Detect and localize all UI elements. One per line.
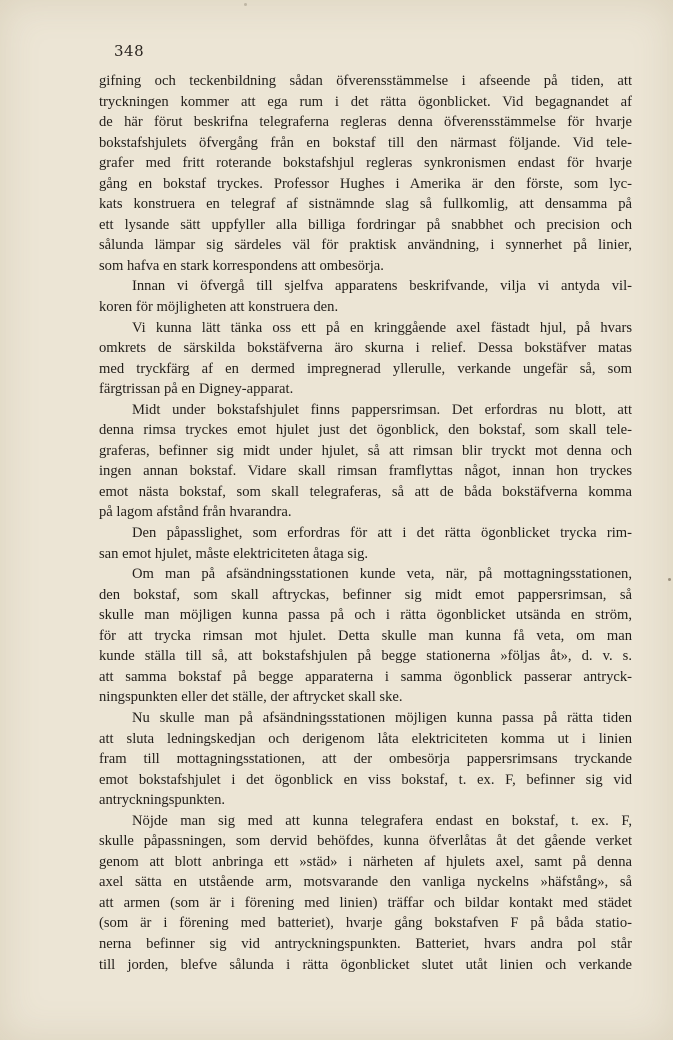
- text-line: att armen (som är i förening med linien) träffar och bildar kontakt med städet: [99, 894, 632, 911]
- text-line: nerna befinner sig vid antryckningspunkten. Batteriet, hvars andra pol står: [99, 935, 632, 952]
- text-line: (som är i förening med batteriet), hvarje gång bokstafven F på båda statio-: [99, 915, 632, 932]
- text-line: fram till mottagningsstationen, att der ombesörja pappersrimsans tryckande: [99, 751, 632, 768]
- text-line: gång en bokstaf tryckes. Professor Hughes i Amerika är den förste, som lyc-: [99, 175, 632, 192]
- text-line: antryckningspunkten.: [99, 792, 226, 809]
- text-line: som hafva en stark korrespondens att ombesörja.: [99, 257, 384, 274]
- text-line: bokstafshjulets öfvergång från en bokstaf till den närmast följande. Vid tele-: [99, 134, 632, 151]
- text-line: omkrets de särskilda bokstäfverna äro skurna i relief. Dessa bokstäfver matas: [99, 340, 632, 357]
- text-line: Vi kunna lätt tänka oss ett på en kringgående axel fästadt hjul, på hvars: [132, 319, 632, 336]
- text-line: färgtrissan på en Digney-apparat.: [99, 381, 294, 398]
- text-line: kunde ställa till så, att bokstafshjulen på begge stationerna »följas åt», d. v. s.: [99, 648, 632, 665]
- text-line: till jorden, blefve sålunda i rätta ögonblicket slutet utåt linien och verkande: [99, 956, 632, 973]
- text-line: emot bokstafshjulet i det ögonblick en viss bokstaf, t. ex. F, befinner sig vid: [99, 771, 632, 788]
- text-line: att sluta ledningskedjan och derigenom låta elektriciteten komma ut i linien: [99, 730, 632, 747]
- text-line: skulle man möjligen kunna passa på och i rätta ögonblicket utsända en ström,: [99, 607, 632, 624]
- text-line: ett lysande sätt uppfyller alla billiga fordringar på snabbhet och precision och: [99, 216, 632, 233]
- text-line: grafer med fritt roterande bokstafshjul regleras synkronismen endast för hvarje: [99, 155, 632, 172]
- text-line: för att trycka rimsan mot hjulet. Detta skulle man kunna få veta, om man: [99, 627, 632, 644]
- text-line: denna rimsa tryckes emot hjulet just det ögonblick, den bokstaf, som skall tele-: [99, 422, 632, 439]
- text-line: san emot hjulet, måste elektriciteten åtaga sig.: [99, 545, 369, 562]
- text-line: den bokstaf, som skall aftryckas, befinner sig midt emot pappersrimsan, så: [99, 586, 632, 603]
- text-line: sålunda lämpar sig särdeles väl för praktisk användning, i synnerhet på linier,: [99, 237, 632, 254]
- text-line: på lagom afstånd från hvarandra.: [99, 504, 292, 521]
- text-line: Om man på afsändningsstationen kunde veta, när, på mottagningsstationen,: [132, 566, 632, 583]
- page-number: 348: [114, 42, 145, 60]
- text-line: graferas, befinner sig midt under hjulet, så att rimsan blir tryckt mot denna och: [99, 442, 632, 459]
- body-text: [99, 71, 632, 975]
- text-line: skulle påpassningen, som dervid behöfdes, kunna öfverlåtas åt det gående verket: [99, 833, 632, 850]
- text-line: med tryckfärg af en dermed impregnerad yllerulle, verkande ungefär så, som: [99, 360, 632, 377]
- text-line: emot nästa bokstaf, som skall telegraferas, så att de båda bokstäfverna komma: [99, 483, 632, 500]
- text-line: axel sätta en utstående arm, motsvarande den vanliga nyckelns »häfstång», så: [99, 874, 632, 891]
- text-line: gifning och teckenbildning sådan öfverensstämmelse i afseende på tiden, att: [99, 73, 632, 89]
- text-line: att samma bokstaf på begge apparaterna i samma ögonblick passerar antryck-: [99, 668, 632, 685]
- text-line: de här förut beskrifna telegraferna regleras denna öfverensstämmelse för hvarje: [99, 114, 632, 131]
- text-line: koren för möjligheten att konstruera den.: [99, 299, 339, 316]
- text-line: Den påpasslighet, som erfordras för att i det rätta ögonblicket trycka rim-: [132, 525, 632, 542]
- text-line: Nu skulle man på afsändningsstationen möjligen kunna passa på rätta tiden: [132, 709, 632, 726]
- text-line: Nöjde man sig med att kunna telegrafera endast en bokstaf, t. ex. F,: [132, 812, 632, 829]
- text-line: ingen annan bokstaf. Vidare skall rimsan framflyttas något, innan hon tryckes: [99, 463, 632, 480]
- text-line: Innan vi öfvergå till sjelfva apparatens beskrifvande, vilja vi antyda vil-: [132, 278, 632, 295]
- text-line: tryckningen kommer att ega rum i det rätta ögonblicket. Vid begagnandet af: [99, 93, 632, 110]
- text-line: Midt under bokstafshjulet finns pappersrimsan. Det erfordras nu blott, att: [132, 401, 632, 418]
- text-line: genom att blott anbringa ett »städ» i närheten af hjulets axel, samt på denna: [99, 853, 632, 870]
- text-line: kats konstruera en telegraf af sistnämnde slag så fullkomlig, att densamma på: [99, 196, 632, 213]
- ink-speck: [244, 3, 247, 6]
- ink-speck: [668, 578, 671, 581]
- text-line: ningspunkten eller det ställe, der aftrycket skall ske.: [99, 689, 403, 706]
